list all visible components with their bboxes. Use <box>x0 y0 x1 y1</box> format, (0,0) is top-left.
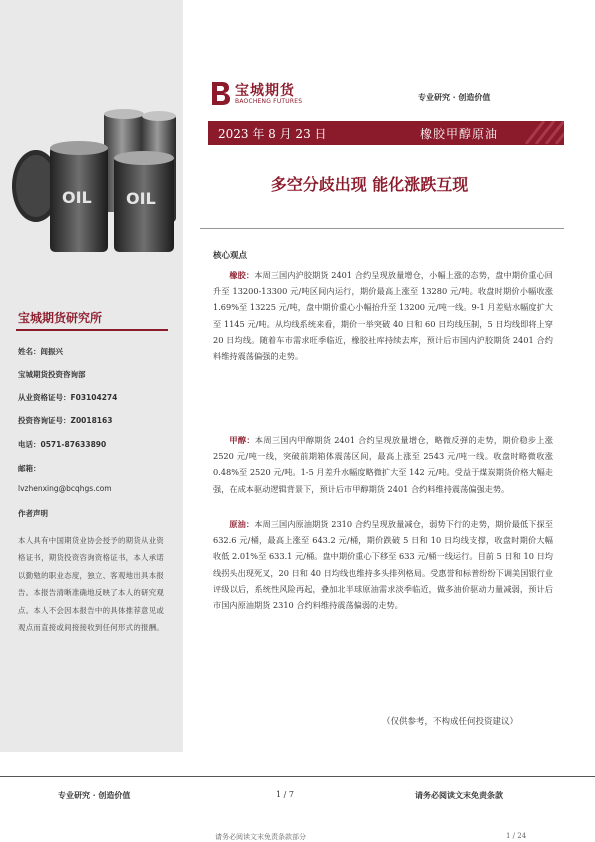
crude-oil-paragraph: 原油：本周三国内原油期货 2310 合约呈现放量减仓，弱势下行的走势，期价最低下探至 632.6 元/桶，最高上涨至 643.2 元/桶，期价跌破 5 日和 10 日均线支撑，收盘时期价大幅收低 2.01%至 633.1 元/桶。盘中期价重心下移至 633 元/桶一线运行。目前 5 日和 10 日均线拐头出现死叉，20 日和 40 日均线也维持多头排列格局。受惠誉和标普纷纷下调美国银行业评级以后，系统性风险再起，叠加北半球原油需求淡季临近，做多油价驱动力量减弱，预计后市国内原油期货 2310 合约料维持震荡偏弱的走势。 <box>213 519 553 611</box>
email-label-row: 邮箱： <box>18 464 41 473</box>
footer-disclaimer-link[interactable]: 请务必阅读文末免责条款 <box>415 790 503 800</box>
phone-row: 电话：0571-87633890 <box>18 440 107 449</box>
rubber-paragraph: 橡胶：本周三国内沪胶期货 2401 合约呈现放量增仓，小幅上涨的态势，盘中期价重心回升至 13200-13300 元/吨区间内运行，期价最高上涨至 13280 元/吨。收盘时期价小幅收涨 1.69%至 13225 元/吨，盘中期价重心小幅抬升至 13200 元/吨一线。9-1 月差贴水幅度扩大至 1145 元/吨。从均线系统来看，期价一举突破 40 日和 60 日均线压制，5 日均线即将上穿 20 日均线。随着车市需求旺季临近，橡胶社库持续去库，预计后市国内沪胶期货 2401 合约料维持震荡偏强的走势。 <box>213 270 553 362</box>
logo-english: BAOCHENG FUTURES <box>235 98 303 105</box>
core-view-heading: 核心观点 <box>213 251 248 261</box>
disclaimer-text: 本人具有中国期货业协会授予的期货从业资格证书，期货投资咨询资格证书，本人承诺以勤勉的职业态度，独立、客观地出具本报告。本报告清晰准确地反映了本人的研究观点。本人不会因本报告中的具体推荐意见或观点而直接或间接接收到任何形式的报酬。 <box>18 536 165 633</box>
logo-chinese: 宝城期货 <box>235 83 295 99</box>
logo-icon <box>209 80 231 106</box>
banner-underline <box>208 144 564 145</box>
investment-note: （仅供参考，不构成任何投资建议） <box>382 717 519 727</box>
institute-divider <box>16 329 168 331</box>
license-row: 从业资格证号：F03104274 <box>18 393 118 402</box>
header-slogan: 专业研究 · 创造价值 <box>418 92 491 102</box>
report-title: 多空分歧出现 能化涨跌互现 <box>270 175 469 194</box>
disclaimer-heading: 作者声明 <box>18 509 48 518</box>
title-divider <box>200 228 564 229</box>
barrel-label-left: OIL <box>62 188 92 207</box>
report-topic: 橡胶甲醇原油 <box>420 127 499 141</box>
methanol-paragraph: 甲醇：本周三国内甲醇期货 2401 合约呈现放量增仓，略微反弹的走势，期价稳步上涨 2520 元/吨一线，突破前期箱体震荡区间，最高上涨至 2543 元/吨一线。收盘时略微收涨 0.48%至 2520 元/吨。1-5 月差升水幅度略微扩大至 142 元/吨。受益于煤炭期货价格大幅走强，在成本驱动逻辑背景下，预计后市甲醇期货 2401 合约料维持震荡偏强走势。 <box>213 435 553 494</box>
company-logo <box>209 80 329 110</box>
advisory-license-row: 投资咨询证号：Z0018163 <box>18 416 113 425</box>
author-name-row: 姓名：闾振兴 <box>18 347 63 356</box>
footer-secondary-page: 1 / 24 <box>506 832 527 840</box>
page-number: 1 / 7 <box>276 790 294 799</box>
department-row: 宝城期货投资咨询部 <box>18 370 86 379</box>
email-value[interactable]: lvzhenxing@bcqhgs.com <box>18 484 112 493</box>
institute-name: 宝城期货研究所 <box>18 311 103 325</box>
footer-secondary-disclaimer: 请务必阅读文末免责条款部分 <box>215 833 306 841</box>
barrel-label-right: OIL <box>126 189 156 208</box>
footer-slogan: 专业研究 · 创造价值 <box>58 790 131 800</box>
report-date: 2023 年 8 月 23 日 <box>218 127 327 141</box>
footer-divider <box>0 776 595 777</box>
